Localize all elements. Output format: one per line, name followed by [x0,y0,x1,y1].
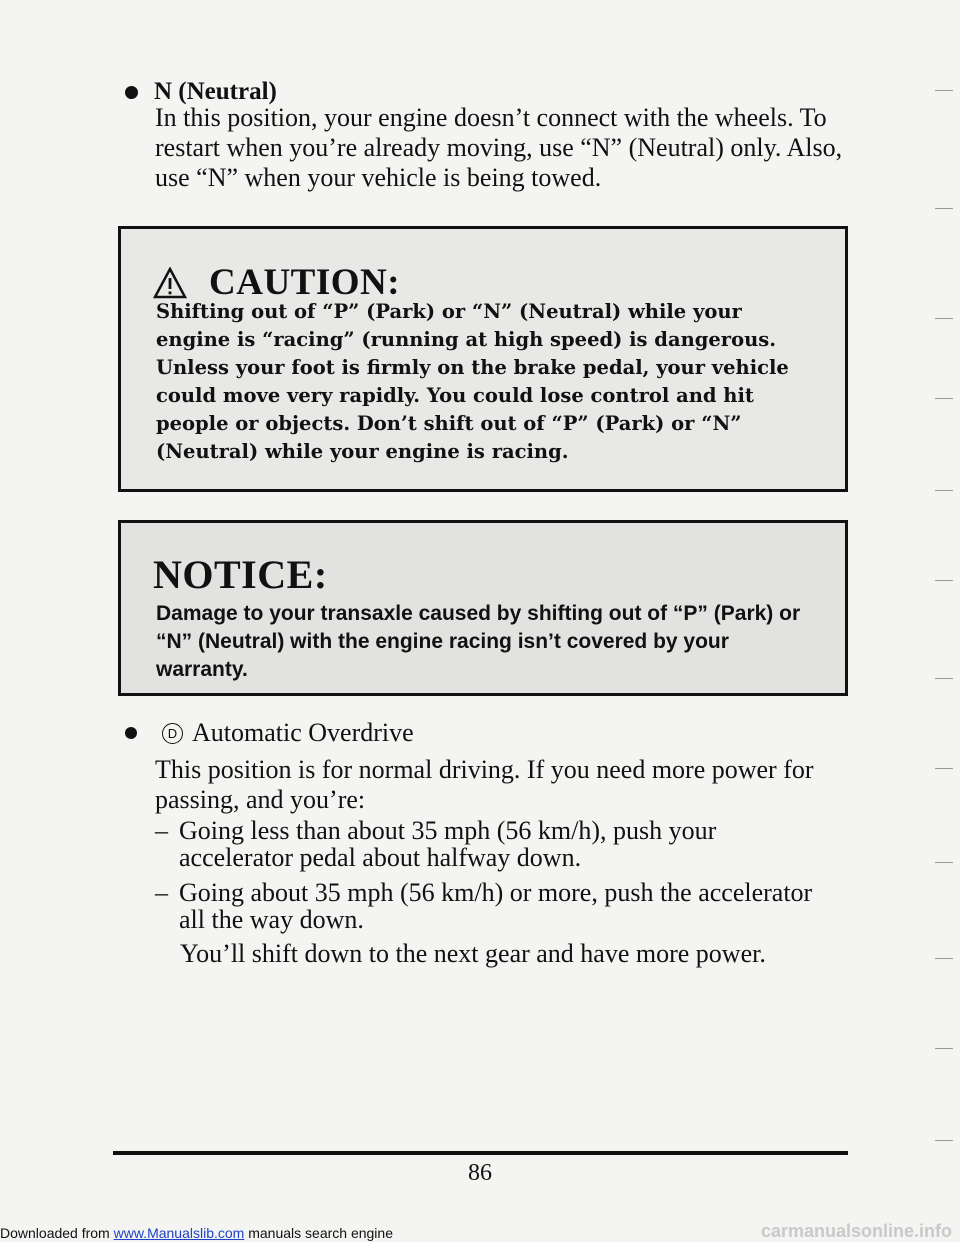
margin-tick [935,768,953,769]
neutral-heading-text: N (Neutral) [154,78,277,105]
overdrive-circle-d-icon: D [162,723,183,744]
margin-tick [935,580,953,581]
list-item-text: Going about 35 mph (56 km/h) or more, push the accelerator all the way down. [179,878,813,934]
footer-prefix: Downloaded from [0,1225,114,1241]
margin-tick [935,208,953,209]
caution-title-text: CAUTION: [209,262,401,303]
overdrive-heading-text: Automatic Overdrive [192,718,414,747]
footer-suffix: manuals search engine [244,1225,393,1241]
notice-body: Damage to your transaxle caused by shifting out of “P” (Park) or “N” (Neutral) with the engine racing isn’t covered by your warranty. [156,602,801,681]
download-footer [0,1221,960,1242]
margin-tick [935,398,953,399]
manualslib-link[interactable]: www.Manualslib.com [113,1225,245,1241]
dash-icon: – [155,816,168,845]
footer-rule [113,1151,848,1155]
bullet-icon [125,727,137,739]
dash-icon: – [155,878,168,907]
shift-result-paragraph: You’ll shift down to the next gear and have more power. [180,939,766,968]
neutral-heading [125,78,277,106]
margin-tick [935,90,953,91]
notice-box [118,520,848,696]
margin-tick [935,318,953,319]
overdrive-paragraph: This position is for normal driving. If you need more power for passing, and you’re: [155,755,814,814]
margin-tick [935,678,953,679]
margin-tick [935,862,953,863]
caution-body: Shifting out of “P” (Park) or “N” (Neutral) while your engine is “racing” (running at high speed) is dangerous. Unless your foot is firmly on the brake pedal, your vehicle could move very rapidly. You could lose control and hit people or objects. Don’t shift out of “P” (Park) or “N” (Neutral) while your engine is racing. [156,300,789,463]
bullet-icon [125,86,138,99]
margin-tick [935,1140,953,1141]
overdrive-heading [125,718,414,748]
watermark: carmanualsonline.info [760,1221,952,1241]
list-item-text: Going less than about 35 mph (56 km/h), push your accelerator pedal about halfway down. [179,816,717,872]
neutral-paragraph: In this position, your engine doesn’t connect with the wheels. To restart when you’re already moving, use “N” (Neutral) only. Also, use “N” when your vehicle is being towed. [155,103,843,192]
page-number: 86 [468,1160,492,1186]
notice-title: NOTICE: [153,552,328,597]
footer-text [0,1224,393,1242]
warning-triangle-icon [153,267,187,299]
caution-box [118,226,848,492]
margin-tick [935,490,953,491]
margin-tick [935,958,953,959]
margin-tick [935,1048,953,1049]
